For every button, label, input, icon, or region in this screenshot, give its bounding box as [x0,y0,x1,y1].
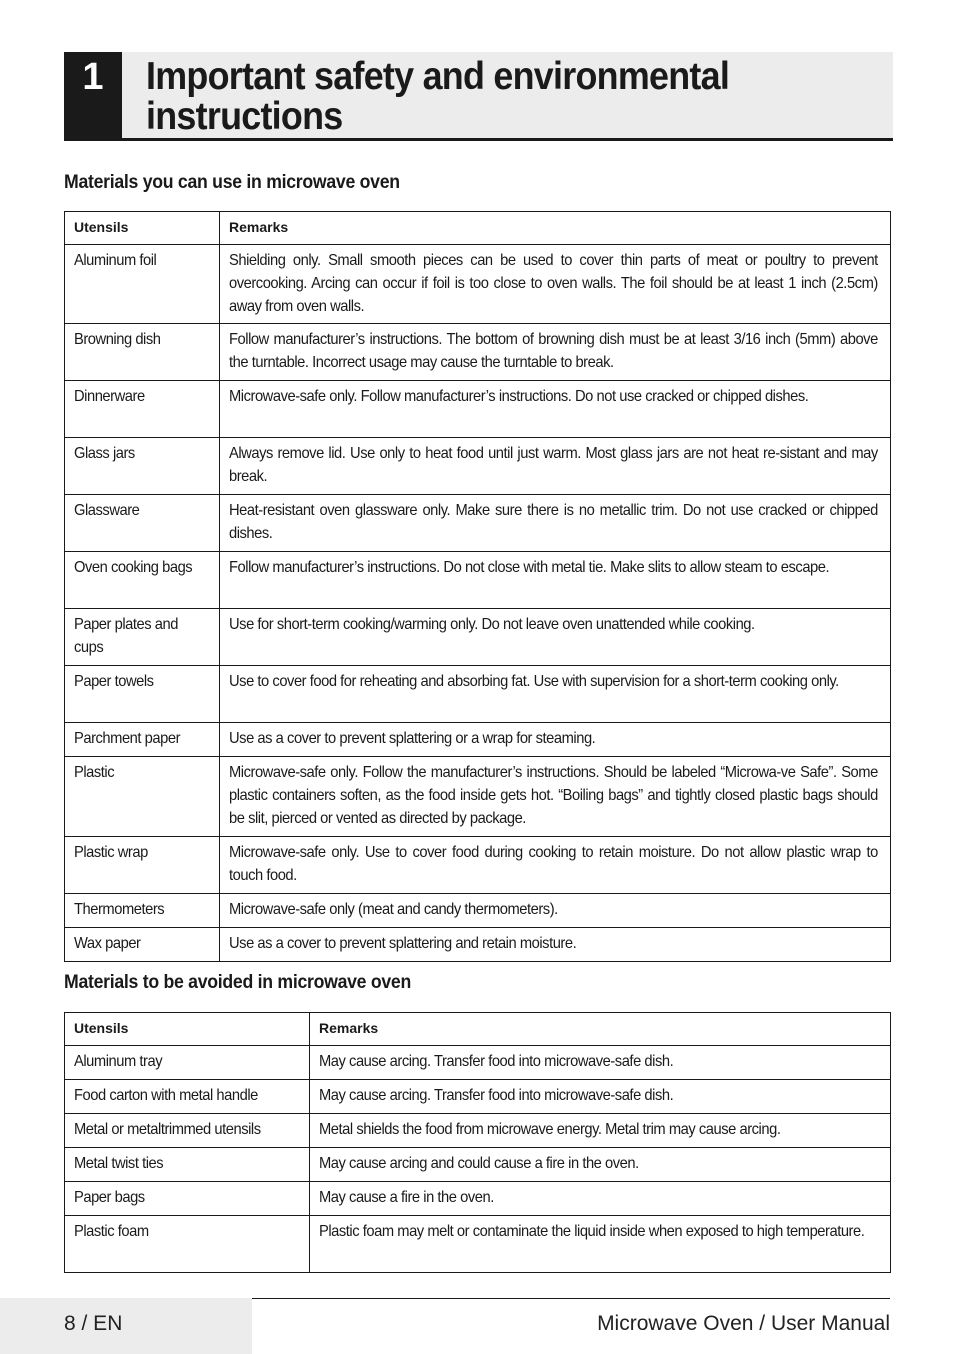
table-row [65,609,891,666]
column-header-utensils: Utensils [65,1013,310,1046]
remark-cell [220,552,891,609]
remark-text: May cause arcing. Transfer food into microwave-safe dish. [319,1053,674,1070]
table-row [65,438,891,495]
table-row [65,757,891,837]
table-row [65,666,891,723]
remark-cell [310,1080,891,1114]
remark-text: Use as a cover to prevent splattering and retain moisture. [229,935,577,952]
remark-cell [220,438,891,495]
remark-text: Use as a cover to prevent splattering or a wrap for steaming. [229,730,596,747]
utensil-cell [65,1080,310,1114]
remark-text: Heat-resistant oven glassware only. Make sure there is no metallic trim. Do not use cracked or chipped dishes. [229,502,878,542]
utensil-cell [65,1216,310,1273]
remark-text: Microwave-safe only. Follow manufacturer’s instructions. Do not use cracked or chipped dishes. [229,388,809,405]
table-header-row [65,1013,891,1046]
remark-text: May cause a fire in the oven. [319,1189,494,1206]
section-heading-use: Materials you can use in microwave oven [64,172,400,193]
table-row [65,1182,891,1216]
title-underline [122,138,893,141]
remark-text: Microwave-safe only. Follow the manufacturer’s instructions. Should be labeled “Microwa-ve Safe”. Some plastic containers soften, as the food inside gets hot. “Boiling bags” and tightly closed plastic bags should be slit, pierced or vented as directed by package. [229,764,878,827]
table-row [65,723,891,757]
utensil-name: Food carton with metal handle [74,1087,258,1104]
materials-avoid-table [64,1012,891,1273]
utensil-name: Dinnerware [74,388,145,405]
utensil-name: Plastic foam [74,1223,149,1240]
utensil-name: Paper plates and cups [74,616,178,656]
utensil-name: Parchment paper [74,730,181,747]
remark-cell [310,1114,891,1148]
utensil-cell [65,245,220,324]
utensil-name: Plastic wrap [74,844,148,861]
remark-cell [220,837,891,894]
table-row [65,928,891,962]
remark-text: Always remove lid. Use only to heat food until just warm. Most glass jars are not heat re-sistant and may break. [229,445,878,485]
page-number: 8 / EN [64,1312,123,1335]
column-header-remarks: Remarks [220,212,891,245]
utensil-cell [65,552,220,609]
table-header-row [65,212,891,245]
column-header-remarks: Remarks [310,1013,891,1046]
utensil-name: Browning dish [74,331,161,348]
footer-divider [252,1298,890,1299]
utensil-cell [65,609,220,666]
remark-cell [310,1182,891,1216]
section-heading-avoid: Materials to be avoided in microwave oven [64,972,411,993]
remark-cell [220,324,891,381]
remark-text: Use to cover food for reheating and absorbing fat. Use with supervision for a short-term cooking only. [229,673,839,690]
remark-cell [220,757,891,837]
table-row [65,1080,891,1114]
utensil-cell [65,495,220,552]
remark-cell [220,495,891,552]
utensil-cell [65,723,220,757]
utensil-name: Plastic [74,764,115,781]
remark-text: Microwave-safe only. Use to cover food during cooking to retain moisture. Do not allow plastic wrap to touch food. [229,844,878,884]
table-row [65,1114,891,1148]
utensil-name: Aluminum tray [74,1053,163,1070]
table-row [65,381,891,438]
materials-use-table [64,211,891,962]
utensil-cell [65,1182,310,1216]
remark-cell [220,894,891,928]
column-header-utensils: Utensils [65,212,220,245]
page-title: Important safety and environmental instructions [146,55,730,138]
remark-text: May cause arcing. Transfer food into microwave-safe dish. [319,1087,674,1104]
utensil-name: Paper towels [74,673,154,690]
footer-page-block [0,1298,252,1354]
table-row [65,837,891,894]
utensil-name: Oven cooking bags [74,559,193,576]
remark-text: May cause arcing and could cause a fire in the oven. [319,1155,639,1172]
remark-text: Plastic foam may melt or contaminate the liquid inside when exposed to high temperature. [319,1223,865,1240]
remark-cell [220,609,891,666]
table-row [65,1148,891,1182]
utensil-name: Wax paper [74,935,141,952]
remark-text: Shielding only. Small smooth pieces can be used to cover thin parts of meat or poultry to prevent overcooking. Arcing can occur if foil is too close to oven walls. The foil should be at least 1 inch (2.5cm) away from oven walls. [229,252,878,315]
table-row [65,552,891,609]
remark-cell [220,381,891,438]
utensil-name: Thermometers [74,901,165,918]
utensil-cell [65,1046,310,1080]
chapter-number: 1 [64,52,122,141]
utensil-cell [65,381,220,438]
remark-cell [310,1216,891,1273]
utensil-name: Paper bags [74,1189,145,1206]
remark-text: Use for short-term cooking/warming only. Do not leave oven unattended while cooking. [229,616,755,633]
utensil-name: Metal twist ties [74,1155,164,1172]
remark-cell [310,1148,891,1182]
table-row [65,495,891,552]
remark-cell [310,1046,891,1080]
chapter-header [64,52,893,141]
chapter-title-box [122,52,893,138]
utensil-cell [65,1114,310,1148]
remark-text: Metal shields the food from microwave energy. Metal trim may cause arcing. [319,1121,781,1138]
remark-text: Microwave-safe only (meat and candy thermometers). [229,901,558,918]
remark-text: Follow manufacturer’s instructions. The bottom of browning dish must be at least 3/16 inch (5mm) above the turntable. Incorrect usage may cause the turntable to break. [229,331,878,371]
remark-text: Follow manufacturer’s instructions. Do not close with metal tie. Make slits to allow steam to escape. [229,559,830,576]
utensil-cell [65,666,220,723]
table-row [65,245,891,324]
table-row [65,894,891,928]
utensil-cell [65,894,220,928]
utensil-cell [65,1148,310,1182]
utensil-cell [65,438,220,495]
table-row [65,324,891,381]
utensil-name: Glassware [74,502,140,519]
utensil-name: Glass jars [74,445,135,462]
remark-cell [220,245,891,324]
remark-cell [220,723,891,757]
document-title: Microwave Oven / User Manual [597,1312,890,1335]
remark-cell [220,666,891,723]
utensil-cell [65,837,220,894]
table-row [65,1046,891,1080]
utensil-name: Aluminum foil [74,252,157,269]
table-row [65,1216,891,1273]
utensil-cell [65,928,220,962]
remark-cell [220,928,891,962]
utensil-cell [65,324,220,381]
utensil-cell [65,757,220,837]
utensil-name: Metal or metaltrimmed utensils [74,1121,261,1138]
